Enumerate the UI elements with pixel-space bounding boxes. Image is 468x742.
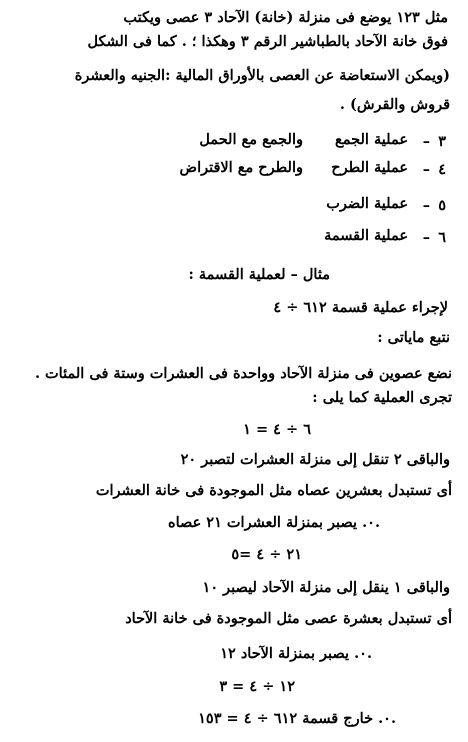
- example-heading: مثال – لعملية القسمة :: [188, 266, 330, 283]
- example-step-1: نضع عصوين فى منزلة الآحاد وواحدة فى العشرات وستة فى المئات .: [34, 365, 452, 382]
- operation-num-3: ٣: [438, 133, 446, 150]
- intro-line-4: قروش والقرش) .: [339, 96, 450, 113]
- operation-dash-3: –: [422, 133, 430, 150]
- operation-dash-4: –: [422, 161, 430, 178]
- intro-line-2: فوق خانة الآحاد بالطباشير الرقم ٣ وهكذا ؛ . كما فى الشكل: [87, 33, 448, 50]
- operation-num-5: ٥: [438, 197, 446, 214]
- remainder-1-explanation: أى تستبدل بعشرين عصاه مثل الموجودة فى خانة العشرات: [95, 482, 452, 499]
- operation-label-addition: عملية الجمع: [335, 131, 408, 148]
- remainder-2: والباقى ١ ينقل إلى منزلة الآحاد ليصبر ١٠: [202, 579, 450, 596]
- operation-note-carry: والجمع مع الحمل: [199, 131, 303, 148]
- result-units: .٠. يصبر بمنزلة الآحاد ١٢: [220, 645, 372, 662]
- operation-label-subtraction: عملية الطرح: [331, 159, 408, 176]
- remainder-1: والباقى ٢ تنقل إلى منزلة العشرات لتصبر ٢٠: [180, 451, 450, 468]
- result-tens: .٠. يصبر بمنزلة العشرات ٢١ عصاه: [167, 514, 380, 531]
- operation-note-borrow: والطرح مع الاقتراض: [179, 159, 303, 176]
- equation-2: ٢١ ÷ ٤ =٥: [231, 546, 302, 563]
- equation-3: ١٢ ÷ ٤ = ٣: [219, 678, 295, 695]
- operation-num-4: ٤: [438, 161, 446, 178]
- operation-num-6: ٦: [438, 229, 446, 246]
- example-task: لإجراء عملية قسمة ٦١٢ ÷ ٤: [273, 299, 448, 316]
- intro-line-3: (ويمكن الاستعاضة عن العصى بالأوراق المالية :الجنيه والعشرة: [74, 67, 450, 84]
- operation-dash-5: –: [422, 197, 430, 214]
- example-step-2: تجرى العملية كما يلى :: [312, 389, 452, 406]
- intro-line-1: مثل ١٢٣ يوضع فى منزلة (خانة) الآحاد ٣ عصى ويكتب: [123, 9, 448, 26]
- operation-label-division: عملية القسمة: [324, 227, 408, 244]
- operation-label-multiplication: عملية الضرب: [326, 195, 408, 212]
- final-result: .٠. خارج قسمة ٦١٢ ÷ ٤ = ١٥٣: [198, 710, 396, 727]
- equation-1: ٦ ÷ ٤ = ١: [243, 421, 311, 438]
- operation-dash-6: –: [422, 229, 430, 246]
- remainder-2-explanation: أى تستبدل بعشرة عصى مثل الموجودة فى خانة الآحاد: [125, 610, 452, 627]
- example-follow: نتبع ماياتى :: [377, 329, 450, 346]
